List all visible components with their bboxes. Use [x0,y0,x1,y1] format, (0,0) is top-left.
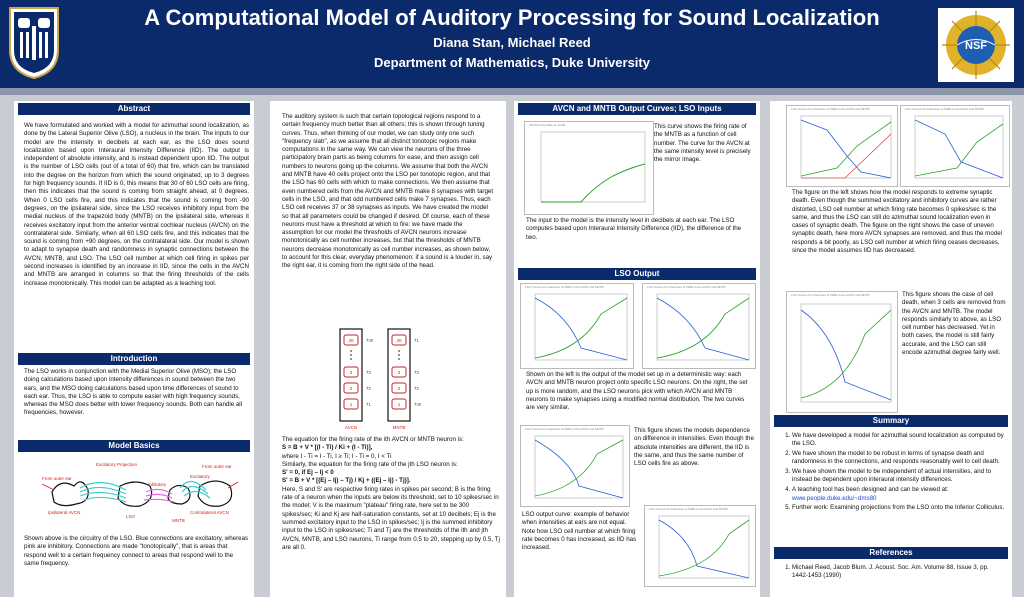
label-contralateral-avcn: Contralateral AVCN [190,510,229,515]
lso-circuit-diagram [40,456,240,528]
summary-item-4-text: A teaching tool has been designed and can be viewed at: [792,486,949,494]
column-1 [14,101,254,597]
lso-unequal-plot [645,506,755,586]
equation-lso: S' = B + V * [(Ej – Ij) – Tj) / Kj + ((Ej – Ij) - Tj)]. [282,477,411,485]
poster-header [0,0,1024,88]
lso-random-title: LSO Curves for Intensities of 50dB to the AVCN and MNTB [647,285,726,289]
equation-lso-zero: S' = 0, if Ej – Ij < 0 [282,469,334,477]
mntb-figure-title: MNTB Firing Rate at 10 dB [529,123,566,127]
uneven-synaptic-death-plot [901,106,1009,186]
synaptic-death-figure [786,105,898,187]
avcn-cell-40: 40 [348,338,354,343]
lso-output-description: Shown on the left is the output of the model set up in a deterministic way: each AVCN and MNTB neuron project onto specific LSO neurons. On the right, the set up is more random, and the LSO neurons pick with which AVCN and MNTB neurons to make synapses using a modified normal distribution. The two curves are very similar. [526,371,748,412]
lso-shape [118,482,152,506]
model-input-text: The input to the model is the intensity level in decibels at each ear. The LSO computes based upon Interaural Intensity Difference (IID), the difference of the two. [526,217,742,241]
nsf-logo [938,8,1014,82]
synaptic-death-description: The figure on the left shows how the model responds to extreme synaptic death. Even though the summed excitatory and inhibitory curves are rather distorted, LSO cell number at which firing rate becomes 0 spikes/sec is the same, and thus the LSO can still do azimuthal sound localization even in cases of synaptic death. The figure on the right shows the case of uneven synaptic death, here more AVCN synapses are removed, and thus the model responds a bit poorly, as LSO cell number at which firing ceases decreases, since the model assumes IID has decreased. [792,189,1003,255]
cell-death-title: LSO Curves for Intensities of 50dB to the AVCN and MNTB [791,293,870,297]
mntb-threshold-1: T1 [414,338,419,343]
abstract-text: We have formulated and worked with a model for azimuthal sound localization, as done by the Lateral Superior Olive (LSO), a nucleus in the brain. The inputs to our model are the intensity in decibels at each ear, as the LSO does sound localization based upon Interaural Intensity Difference (IID). The output is independent of absolute intensity, and is instead dependent upon IID. The output is the number of LSO cells (out of a total of 60) that fire, which can be translated into the degree on the horizon from which the sound originated, up to 3 degrees for high frequency sounds. If IID is 0, this means that 30 of 60 LSO cells are firing, then this indicates that the sound is coming from straight ahead, at 0 degrees. When 0 LSO cells fire, and this indicates that the sound is coming from -90 degrees, on the ipsilateral side, since the LSO receives inhibitory input from the medial nucleus of the trapezoid body (MNTB) on the ipsilateral side, whereas it receives excitatory input from the anterior ventral cochlear nucleus (AVCN) on the contralateral side. Similarly, when all 60 LSO cells fire, and this indicates that the sound is coming from +90 degrees, on the contralateral side. Our model is shown to adapt to synapse death and randomness in synaptic connections between the AVCN, MNTB, and LSO. The LSO cell number at which cell firing in spikes per second increases is identified by an increase in IID, since the cells in the AVCN and MNTB are arranged in columns so that the firing thresholds of the cells increase monotonically. This model can be adapted as a teaching tool. [24,122,249,287]
lso-random-figure [642,283,756,369]
uneven-synaptic-death-figure [900,105,1010,187]
nsf-logo-label: NSF [965,40,987,52]
avcn-cell-1: 1 [349,402,353,407]
lso-iid-figure [520,425,630,507]
avcn-threshold-3: T3 [366,370,371,375]
avcn-cell-3: 3 [349,370,353,375]
references-list [778,564,1006,582]
ipsilateral-avcn-shape [52,482,88,506]
lso-random-plot [643,284,755,368]
label-from-outer-ear-right: From outer ear [202,464,232,469]
uneven-synaptic-death-title: LSO Curves for Intensities of 50dB to the AVCN and MNTB [905,107,984,111]
mntb-cell-40: 40 [396,338,402,343]
label-from-outer-ear-left: From outer ear [42,476,72,481]
left-input-arrow [42,484,54,490]
mntb-curve-description: This curve shows the firing rate of the MNTB as a function of cell number. The curve for the AVCN at the same intensity level is precisely the mirror image. [654,123,751,164]
summary-item-1: 1. We have developed a model for azimuthal sound localization as computed by the LSO. [792,432,1006,449]
avcn-column-label: AVCN [344,425,358,430]
summary-heading: Summary [774,415,1008,427]
synaptic-death-plot [787,106,897,186]
label-excitatory-right: Excitatory [190,474,210,479]
lso-iid-title: LSO Curves for Intensities of 50dB to the AVCN and MNTB [525,427,604,431]
equation-similar: Similarly, the equation for the firing rate of the jth LSO neuron is: [282,460,458,468]
equation-where: where I - Ti = I - Ti, I ≥ Ti; I - Ti = 0, I < Ti [282,452,392,460]
avcn-threshold-2: T2 [366,386,371,391]
mntb-cell-2: 2 [397,386,401,391]
mntb-column-label: MNTB [392,425,406,430]
summary-item-3: 3. We have shown the model to be independent of actual intensities, and to instead be dependent upon interaural intensity differences. [792,468,1006,485]
mntb-threshold-40: T40 [414,402,422,407]
neuron-column-diagram [330,327,450,433]
summary-item-5: 5. Further work: Examining projections from the LSO onto the Inferior Colliculus. [792,504,1006,512]
lso-iid-description: This figure shows the models dependence on difference in intensities. Even though the absolute intensities are different, the IID is the same, and thus the same number of LSO cells fire as above. [634,427,754,468]
summary-item-4 [792,486,1006,503]
lso-deterministic-title: LSO Curves for Intensities of 50dB to the AVCN and MNTB [525,285,604,289]
introduction-heading: Introduction [18,353,250,365]
equation-avcn-mntb: S = B + V * [(I - Ti) / Ki + (I - Ti)], [282,444,373,452]
cell-death-plot [787,292,897,412]
lso-deterministic-plot [521,284,633,368]
avcn-threshold-40: T40 [366,338,374,343]
avcn-cell-2: 2 [349,386,353,391]
equation-intro: The equation for the firing rate of the ith AVCN or MNTB neuron is: [282,436,464,443]
label-lso: LSO [126,514,136,519]
label-excitatory-projection: Excitatory Projection [96,462,138,467]
equations-block [282,436,500,552]
label-ipsilateral-avcn: Ipsilateral AVCN [48,510,81,515]
cell-death-figure [786,291,898,413]
avcn-threshold-1: T1 [366,402,371,407]
label-mntb: MNTB [172,518,185,523]
lso-unequal-figure [644,505,756,587]
mntb-cell-3: 3 [397,370,401,375]
summary-list [778,432,1006,514]
summary-item-2: 2. We have shown the model to be robust in terms of synapse death and randomness in the connections, and responds reasonably well to cell death. [792,450,1006,467]
model-basics-heading: Model Basics [18,440,250,452]
reference-item-1: 1. Michael Reed, Jacob Blum. J. Acoust. Soc. Am. Volume 88, Issue 3, pp. 1442-1453 (1990) [792,564,1006,581]
lso-unequal-description: LSO output curve: example of behavior when intensities at ears are not equal. Note how LSO cell number at which firing rate becomes 0 has increased, as IID has increased. [522,511,637,552]
mntb-threshold-3: T3 [414,370,419,375]
header-band [0,88,1024,95]
model-basics-caption: Shown above is the circuitry of the LSO. Blue connections are excitatory, whereas pink are inhibitory. Connections are made "tonotopically", that is areas that respond well to a certain frequency connect to areas that respond well to the same frequency. [24,535,249,567]
model-description-text: The auditory system is such that certain topological regions respond to a certain frequency much better than all others; this is shown through tuning curves. Thus, when thinking of our model, we can study only one such "frequency slab", as we assume that all distinct tonotopic regions make computations in the same way. We can view the neurons of the three participatory brain parts as being columns for ease, and then assign cell numbers to neurons going up the columns. We assume that both the AVCN and MNTB have 40 cells project onto the LSO per tonotopic region, and that the LSO has 60 cells with which to make connections. We then assume that even numbered cells from the AVCN and MNTB make 8 synapses with target cells in the LSO, and that odd numbered cells make 7 synapses. Thus, each LSO cell receives 37 or 38 synapses as inputs. We have created the model so that all parameters could be changed if desired. Of course, each of these neurons must have a threshold at which to fire: we have made the assumption for our model the thresholds of AVCN neurons increase monotonically as cell number increases, but that the thresholds of MNTB neurons decrease monotonically as cell number increases, as shown below, to account for this clear, everyday phenomenon: if a sound is a louder in, say the right ear, it is coming from the right side of the head. [282,113,494,270]
poster-authors: Diana Stan, Michael Reed [433,35,591,50]
avcn-mntb-heading: AVCN and MNTB Output Curves; LSO Inputs [518,103,756,115]
column-3 [514,101,760,597]
mntb-curve [541,164,645,202]
lso-iid-plot [521,426,629,506]
cell-death-description: This figure shows the case of cell death, when 3 cells are removed from the AVCN and MNTB. The model responds similarly to above, as LSO cell number has decreased. Yet in both cases, the model is still fairly accurate, and the LSO can still encode azimuthal degree fairly well. [902,291,1006,357]
label-inhibitory: Inhibitory [148,482,167,487]
equation-explanation: Here, S and S' are respective firing rates in spikes per second; B is the firing rate of a neuron when the inputs are below its threshold, set to 10 spikes/sec in the model; V is the maximum "plateau" firing rate, here set to be 300 spikes/sec; Ki and Kj are half-saturation constants, set at 10 decibels; Ej is the summed excitatory input to the LSO in spikes/sec; Ij is the summed inhibitory input to the LSO in spikes/sec; Ti and Tj are the thresholds of the ith and jth AVCN, MNTB, and LSO neurons, Ti range from 0.5 to 20, stepping up by 0.5, Tj are all 0. [282,485,500,551]
column-4 [770,101,1012,597]
mntb-cell-1: 1 [397,402,401,407]
column-2 [270,101,506,597]
lso-unequal-title: LSO Curves for Intensities of 50dB to the AVCN and MNTB [649,507,728,511]
poster-department: Department of Mathematics, Duke University [374,55,650,70]
lso-deterministic-figure [520,283,634,369]
mntb-firing-rate-figure [524,121,654,215]
teaching-tool-link[interactable]: www.people.duke.edu/~dms80 [792,494,877,502]
abstract-heading: Abstract [18,103,250,115]
poster-title: A Computational Model of Auditory Processing for Sound Localization [144,5,880,30]
mntb-firing-rate-plot [525,122,653,214]
references-heading: References [774,547,1008,559]
synaptic-death-title: LSO Curves for Intensities of 50dB to the AVCN and MNTB [791,107,870,111]
introduction-text: The LSO works in conjunction with the Medial Superior Olive (MSO); the LSO doing calculations based upon intensity differences in sound between the two ears, and the MSO doing calculations based upon time differences of sound to each ear. Thus, the LSO is able to compute easier with high frequency sounds, whereas the MSO does better with lower frequency sounds. Both can handle all frequencies, however. [24,368,243,417]
mntb-threshold-2: T2 [414,386,419,391]
lso-output-heading: LSO Output [518,268,756,280]
